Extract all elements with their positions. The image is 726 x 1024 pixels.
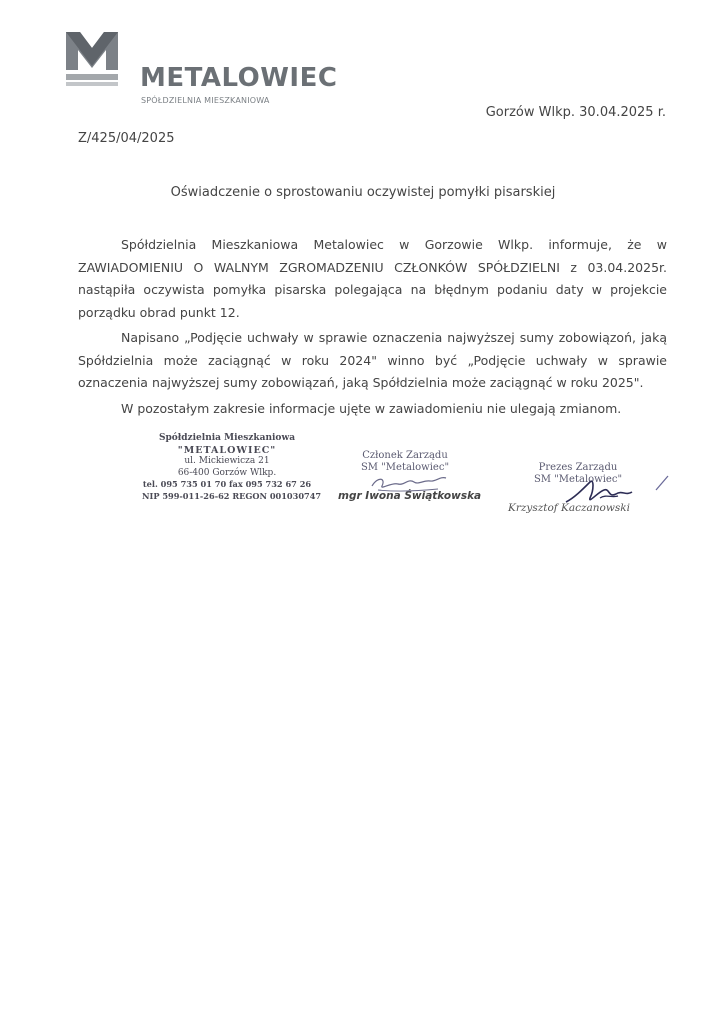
place-and-date: Gorzów Wlkp. 30.04.2025 r. [485,105,666,120]
stamp-line: ul. Mickiewicza 21 [184,456,270,466]
signature-block-president [508,462,648,514]
signature-role: Prezes Zarządu [538,462,618,473]
stamp-line: "METALOWIEC" [177,444,277,456]
signature-org: SM "Metalowiec" [533,474,623,485]
paragraph: Napisano „Podjęcie uchwały w sprawie oznaczenia najwyższej sumy zobowiązoń, jaką Spółdzielnia może zaciągnąć w roku 2024" winno być „Podjęcie uchwały w sprawie oznaczenia najwyższej sumy zobowiązań, jaką Spółdzielnia może zaciągnąć w roku 2025". [78,330,667,390]
company-stamp [142,433,322,502]
signature-block-board-member [338,450,482,502]
stamp-line: tel. 095 735 01 70 fax 095 732 67 26 [142,479,312,489]
logo-subtitle: SPÓŁDZIELNIA MIESZKANIOWA [141,96,270,105]
signature-person: mgr Iwona Świątkowska [338,490,482,502]
signature-person: Krzysztof Kaczanowski [508,502,630,514]
metalowiec-logo-icon [64,30,120,86]
reference-number: Z/425/04/2025 [78,131,175,146]
document-body [78,234,667,423]
stamp-line: NIP 599-011-26-62 REGON 001030747 [142,490,322,501]
paragraph: W pozostałym zakresie informacje ujęte w zawiadomieniu nie ulegają zmianom. [121,400,622,416]
logo-name: METALOWIEC [140,63,338,93]
stamp-line: Spółdzielnia Mieszkaniowa [158,433,296,443]
stamp-line: 66-400 Gorzów Wlkp. [177,467,277,478]
signature-org: SM "Metalowiec" [360,462,450,473]
document-title: Oświadczenie o sprostowaniu oczywistej pomyłki pisarskiej [170,185,556,200]
paragraph: Spółdzielnia Mieszkaniowa Metalowiec w Gorzowie Wlkp. informuje, że w ZAWIADOMIENIU O WALNYM ZGROMADZENIU CZŁONKÓW SPÓŁDZIELNI z 03.04.2025r. nastąpiła oczywista pomyłka pisarska polegająca na błędnym podaniu daty w projekcie porządku obrad punkt 12. [78,237,667,320]
signature-role: Członek Zarządu [362,450,448,461]
